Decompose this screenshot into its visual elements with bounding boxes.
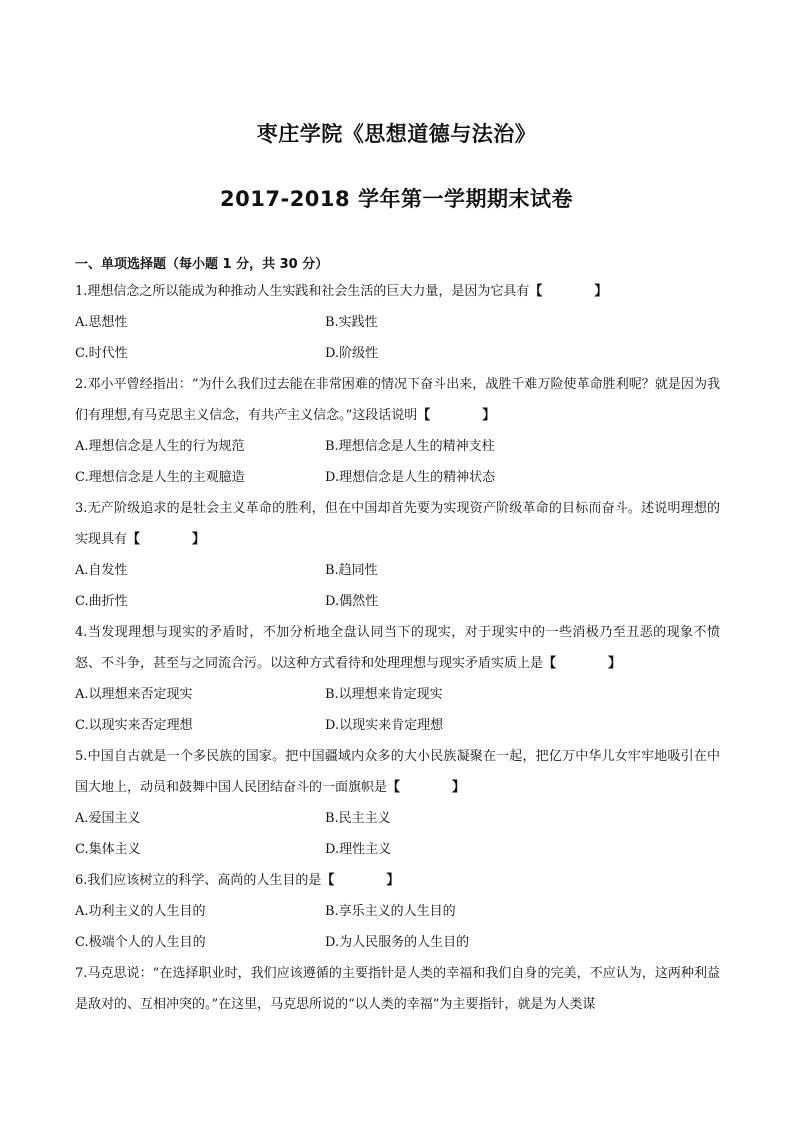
question-7: [75, 958, 720, 1020]
question-3: [75, 493, 720, 555]
question-text: 7.马克思说：“在选择职业时，我们应该遵循的主要指针是人类的幸福和我们自身的完美，不应认为，这两种利益是敌对的、互相冲突的。”在这里，马克思所说的“以人类的幸福”为主要指针，就是为人类谋: [75, 966, 720, 1012]
options-row: [75, 431, 720, 462]
option-a: A.思想性: [75, 315, 128, 330]
option-a: A.自发性: [75, 563, 128, 578]
question-4: [75, 617, 720, 679]
option-b: B.享乐主义的人生目的: [325, 904, 456, 919]
option-d: D.以现实来肯定理想: [325, 718, 444, 733]
question-text: 2.邓小平曾经指出：“为什么我们过去能在非常困难的情况下奋斗出来，战胜千难万险使革命胜利呢？就是因为我们有理想,有马克思主义信念，有共产主义信念。”这段话说明: [75, 377, 720, 423]
question-6: [75, 865, 720, 896]
option-d: D.阶级性: [325, 346, 379, 361]
options-row: [75, 710, 720, 741]
option-b: B.趋同性: [325, 563, 378, 578]
option-d: D.理想信念是人生的精神状态: [325, 470, 496, 485]
option-c: C.极端个人的人生目的: [75, 935, 206, 950]
exam-subtitle: 2017-2018 学年第一学期期末试卷: [220, 187, 573, 211]
question-text: 5.中国自古就是一个多民族的国家。把中国疆域内众多的大小民族凝聚在一起，把亿万中华儿女牢牢地吸引在中国大地上，动员和鼓舞中国人民团结奋斗的一面旗帜是: [75, 749, 720, 795]
options-row: [75, 834, 720, 865]
exam-title: 枣庄学院《思想道德与法治》: [256, 122, 537, 146]
options-row: [75, 462, 720, 493]
question-1: [75, 276, 720, 307]
option-a: A.以理想来否定现实: [75, 687, 193, 702]
option-d: D.偶然性: [325, 594, 379, 609]
section-heading: 一、单项选择题（每小题 1 分，共 30 分）: [75, 257, 329, 272]
question-text: 6.我们应该树立的科学、高尚的人生目的是: [75, 873, 322, 888]
question-list: [75, 276, 720, 1020]
option-b: B.理想信念是人生的精神支柱: [325, 439, 495, 454]
option-c: C.时代性: [75, 346, 128, 361]
options-row: [75, 927, 720, 958]
option-c: C.理想信念是人生的主观臆造: [75, 470, 245, 485]
answer-bracket: 【 】: [127, 532, 206, 547]
option-b: B.以理想来肯定现实: [325, 687, 443, 702]
question-2: [75, 369, 720, 431]
question-text: 1.理想信念之所以能成为种推动人生实践和社会生活的巨大力量，是因为它具有: [75, 284, 530, 299]
question-text: 4.当发现理想与现实的矛盾时，不加分析地全盘认同当下的现实，对于现实中的一些消极乃至丑恶的现象不愤怒、不斗争，甚至与之同流合污。以这种方式看待和处理理想与现实矛盾实质上是: [75, 625, 720, 671]
option-b: B.实践性: [325, 315, 378, 330]
options-row: [75, 555, 720, 586]
option-c: C.以现实来否定理想: [75, 718, 193, 733]
answer-bracket: 【 】: [417, 408, 496, 423]
options-row: [75, 307, 720, 338]
question-5: [75, 741, 720, 803]
option-a: A.功利主义的人生目的: [75, 904, 206, 919]
option-d: D.理性主义: [325, 842, 392, 857]
option-d: D.为人民服务的人生目的: [325, 935, 470, 950]
answer-bracket: 【 】: [529, 284, 608, 299]
answer-bracket: 【 】: [321, 873, 400, 888]
option-a: A.爱国主义: [75, 811, 141, 826]
options-row: [75, 338, 720, 369]
options-row: [75, 803, 720, 834]
option-c: C.集体主义: [75, 842, 141, 857]
answer-bracket: 【 】: [543, 656, 622, 671]
options-row: [75, 679, 720, 710]
option-c: C.曲折性: [75, 594, 128, 609]
answer-bracket: 【 】: [387, 780, 466, 795]
question-text: 3.无产阶级追求的是牡会主义革命的胜利，但在中国却首先要为实现资产阶级革命的目标而奋斗。述说明理想的实现具有: [75, 501, 720, 547]
option-b: B.民主主义: [325, 811, 391, 826]
option-a: A.理想信念是人生的行为规范: [75, 439, 245, 454]
options-row: [75, 586, 720, 617]
options-row: [75, 896, 720, 927]
